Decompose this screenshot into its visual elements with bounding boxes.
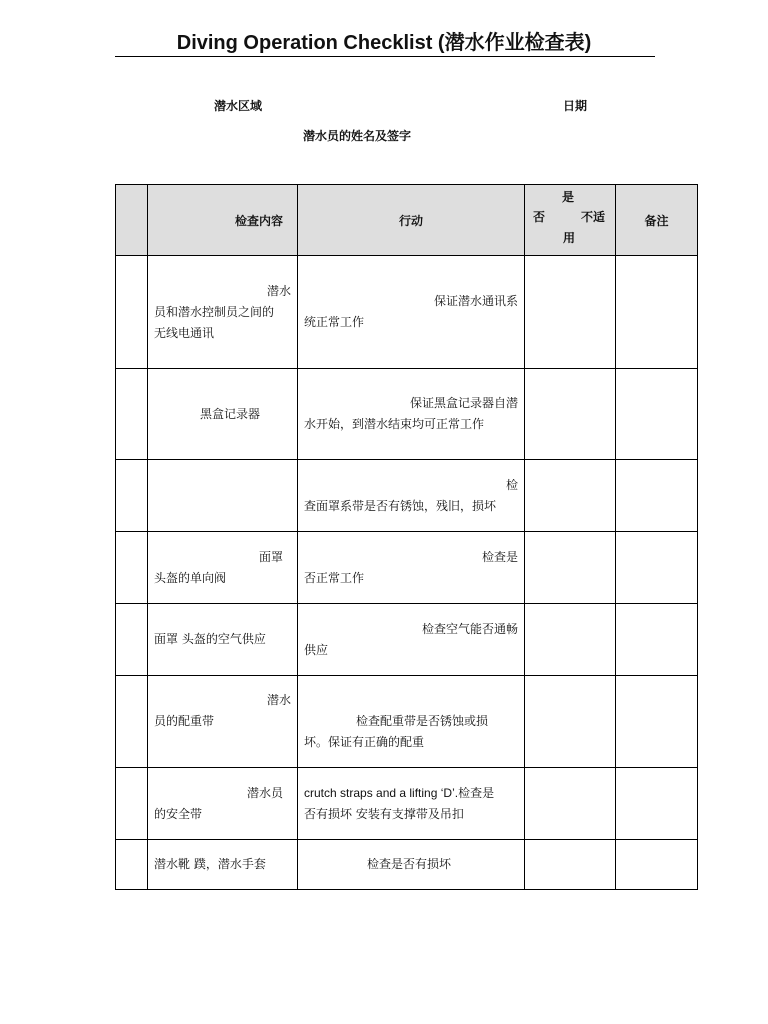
yes-no-na-cell[interactable] <box>525 256 616 369</box>
yes-no-na-cell[interactable] <box>525 532 616 604</box>
table-row <box>116 676 698 768</box>
yes-no-na-cell[interactable] <box>525 460 616 532</box>
action-text: 检查是 <box>458 785 495 800</box>
check-item-cell <box>148 840 298 890</box>
check-item-cell <box>148 369 298 460</box>
action-text: 保证潜水通讯系 <box>433 294 518 308</box>
action-text: 供应 <box>304 642 329 657</box>
table-row <box>116 768 698 840</box>
action-text: 否正常工作 <box>304 570 365 585</box>
action-text: 保证黑盒记录器自潜 <box>409 396 518 410</box>
action-text: 否有损坏 安装有支撑带及吊扣 <box>304 806 464 821</box>
check-item-cell <box>148 532 298 604</box>
yes-no-na-cell[interactable] <box>525 768 616 840</box>
remarks-cell[interactable] <box>616 369 698 460</box>
action-cell <box>298 840 525 890</box>
check-item-text: 的安全带 <box>154 806 203 821</box>
header-check-item: 检查内容 <box>148 185 298 256</box>
action-cell <box>298 676 525 768</box>
title-underline <box>115 56 655 57</box>
header-yes-no-na <box>525 185 616 256</box>
table-row <box>116 840 698 890</box>
row-index-cell <box>116 460 148 532</box>
table-row <box>116 256 698 369</box>
check-item-text: 无线电通讯 <box>154 325 215 340</box>
header-na-continued: 用 <box>563 231 576 245</box>
action-text: 查面罩系带是否有锈蚀，残旧，损坏 <box>304 498 497 513</box>
table-row <box>116 369 698 460</box>
page-title: Diving Operation Checklist (潜水作业检查表) <box>176 32 592 54</box>
action-text: 水开始，到潜水结束均可正常工作 <box>304 417 485 431</box>
remarks-cell[interactable] <box>616 256 698 369</box>
row-index-cell <box>116 369 148 460</box>
remarks-cell[interactable] <box>616 460 698 532</box>
row-index-cell <box>116 840 148 890</box>
remarks-cell[interactable] <box>616 604 698 676</box>
check-item-text: 潜水靴 蹼，潜水手套 <box>154 857 266 871</box>
action-cell <box>298 768 525 840</box>
row-index-cell <box>116 604 148 676</box>
remarks-cell[interactable] <box>616 676 698 768</box>
check-item-cell <box>148 768 298 840</box>
action-text-english: crutch straps and a lifting ‘D’. <box>304 785 459 800</box>
yes-no-na-cell[interactable] <box>525 369 616 460</box>
dive-area-label: 潜水区域 <box>214 99 263 113</box>
action-cell <box>298 604 525 676</box>
diver-name-signature-label: 潜水员的姓名及签字 <box>303 129 412 143</box>
row-index-cell <box>116 676 148 768</box>
check-item-text: 头盔的单向阀 <box>154 570 227 585</box>
action-cell <box>298 256 525 369</box>
check-item-text: 潜水 <box>266 283 291 298</box>
row-index-cell <box>116 768 148 840</box>
checklist-table <box>115 184 698 890</box>
header-na: 不适 <box>581 210 606 224</box>
action-cell <box>298 532 525 604</box>
check-item-cell <box>148 460 298 532</box>
action-text: 检查是否有损坏 <box>367 857 452 871</box>
yes-no-na-cell[interactable] <box>525 840 616 890</box>
remarks-cell[interactable] <box>616 840 698 890</box>
header-index-cell <box>116 185 148 256</box>
header-yes: 是 <box>562 190 575 204</box>
action-cell <box>298 369 525 460</box>
yes-no-na-cell[interactable] <box>525 604 616 676</box>
table-row <box>116 532 698 604</box>
check-item-text: 员和潜水控制员之间的 <box>154 304 275 319</box>
table-row <box>116 604 698 676</box>
check-item-text: 员的配重带 <box>154 714 215 728</box>
yes-no-na-cell[interactable] <box>525 676 616 768</box>
date-label: 日期 <box>563 99 588 113</box>
check-item-cell <box>148 256 298 369</box>
check-item-text: 潜水 <box>266 693 291 707</box>
check-item-text: 黑盒记录器 <box>200 406 261 421</box>
table-row <box>116 460 698 532</box>
check-item-cell <box>148 604 298 676</box>
table-header-row <box>116 185 698 256</box>
header-remarks: 备注 <box>616 185 698 256</box>
remarks-cell[interactable] <box>616 768 698 840</box>
action-text: 统正常工作 <box>304 315 365 329</box>
header-no: 否 <box>533 210 546 224</box>
action-text: 检查空气能否通畅 <box>421 621 518 636</box>
action-text: 坏。保证有正确的配重 <box>304 735 425 749</box>
action-text: 检查是 <box>481 549 518 564</box>
action-cell <box>298 460 525 532</box>
check-item-text: 潜水员 <box>246 785 283 800</box>
header-action: 行动 <box>298 185 525 256</box>
check-item-text: 面罩 头盔的空气供应 <box>154 632 266 646</box>
check-item-cell <box>148 676 298 768</box>
remarks-cell[interactable] <box>616 532 698 604</box>
row-index-cell <box>116 532 148 604</box>
check-item-text: 面罩 <box>258 549 283 564</box>
action-text: 检 <box>505 477 518 492</box>
action-text: 检查配重带是否锈蚀或损 <box>356 714 489 728</box>
row-index-cell <box>116 256 148 369</box>
